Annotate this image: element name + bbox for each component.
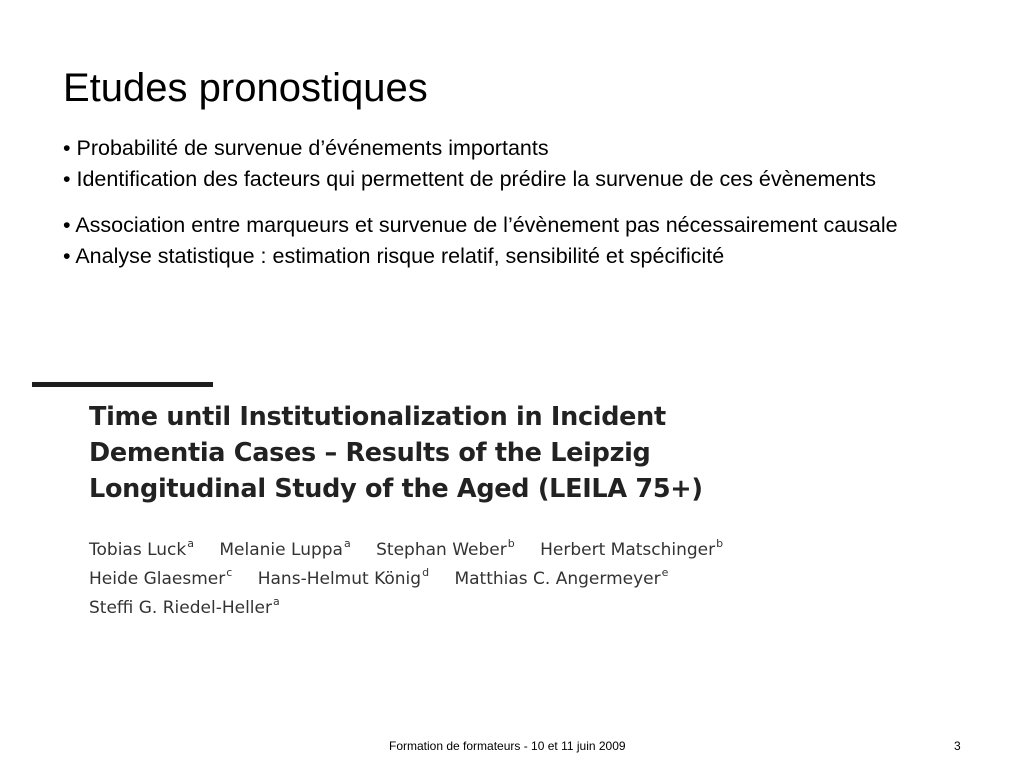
author [89, 565, 232, 594]
author-line [89, 594, 809, 623]
slide-title: Etudes pronostiques [63, 66, 428, 110]
bullet-item: • Probabilité de survenue d’événements importants [63, 136, 549, 160]
bullet-group [63, 133, 973, 195]
bullet-group [63, 210, 973, 272]
author [219, 536, 350, 565]
author-name: Melanie Luppa [219, 540, 343, 560]
article-title-line: Time until Institutionalization in Incident [89, 402, 666, 432]
bullet-list [63, 133, 973, 272]
author-name: Matthias C. Angermeyer [454, 569, 661, 589]
author-name: Stephan Weber [376, 540, 507, 560]
author-name: Heide Glaesmer [89, 569, 226, 589]
author [89, 594, 280, 623]
divider-rule [32, 382, 213, 387]
article-title-line: Longitudinal Study of the Aged (LEILA 75+) [89, 474, 703, 504]
author [540, 536, 723, 565]
author-affiliation: a [272, 595, 280, 608]
page-number: 3 [954, 739, 961, 753]
author-affiliation: c [226, 566, 233, 579]
author [376, 536, 515, 565]
footer-text: Formation de formateurs - 10 et 11 juin 2009 [389, 739, 626, 753]
author-list [89, 536, 809, 623]
bullet-item: • Analyse statistique : estimation risque relatif, sensibilité et spécificité [63, 244, 725, 268]
author-affiliation: a [343, 537, 351, 550]
author-affiliation: d [422, 566, 430, 579]
author [454, 565, 668, 594]
author-line [89, 536, 809, 565]
author [89, 536, 194, 565]
article-title [89, 399, 789, 507]
author-line [89, 565, 809, 594]
bullet-item: • Identification des facteurs qui permettent de prédire la survenue de ces évènements [63, 167, 877, 191]
author-affiliation: e [661, 566, 669, 579]
author-name: Steffi G. Riedel-Heller [89, 598, 272, 618]
author-name: Herbert Matschinger [540, 540, 716, 560]
author-name: Hans-Helmut König [257, 569, 422, 589]
author-name: Tobias Luck [89, 540, 187, 560]
author [258, 565, 429, 594]
author-affiliation: b [507, 537, 515, 550]
author-affiliation: a [187, 537, 194, 550]
bullet-item: • Association entre marqueurs et survenue de l’évènement pas nécessairement causale [63, 213, 898, 237]
author-affiliation: b [716, 537, 724, 550]
article-title-line: Dementia Cases – Results of the Leipzig [89, 438, 651, 468]
